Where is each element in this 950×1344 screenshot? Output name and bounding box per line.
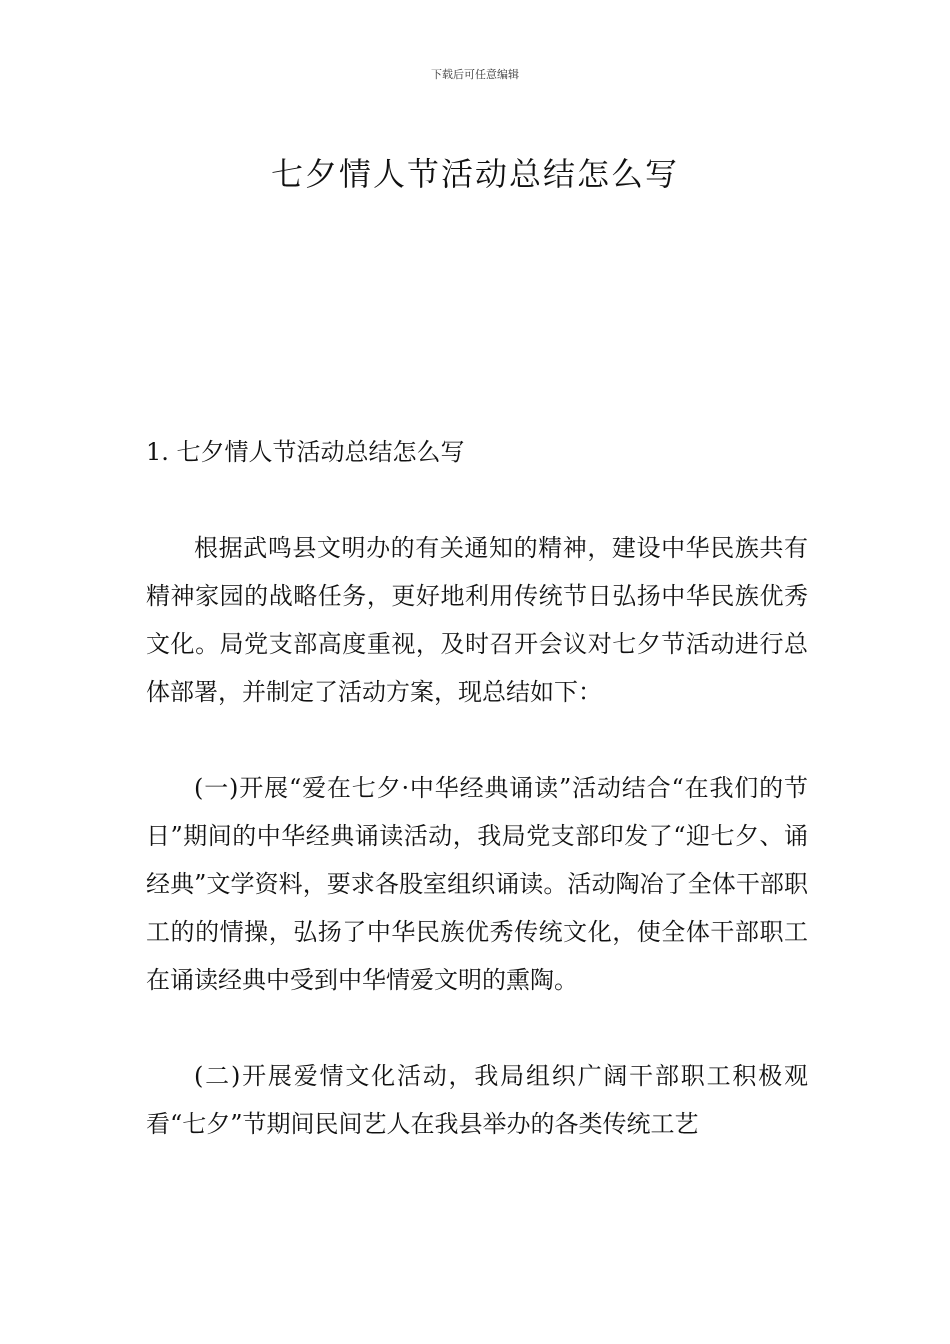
section-heading: 1. 七夕情人节活动总结怎么写 bbox=[146, 438, 465, 466]
page-header-note: 下载后可任意编辑 bbox=[431, 68, 519, 81]
document-body bbox=[146, 428, 808, 1196]
paragraph-item-1: (一)开展“爱在七夕·中华经典诵读”活动结合“在我们的节日”期间的中华经典诵读活动，我局党支部印发了“迎七夕、诵经典”文学资料，要求各股室组织诵读。活动陶冶了全体干部职工的的情操，弘扬了中华民族优秀传统文化，使全体干部职工在诵读经典中受到中华情爱文明的熏陶。 bbox=[146, 774, 808, 994]
paragraph-intro: 根据武鸣县文明办的有关通知的精神，建设中华民族共有精神家园的战略任务，更好地利用传统节日弘扬中华民族优秀文化。局党支部高度重视，及时召开会议对七夕节活动进行总体部署，并制定了活动方案，现总结如下： bbox=[146, 534, 808, 706]
paragraph-item-2: (二)开展爱情文化活动，我局组织广阔干部职工积极观看“七夕”节期间民间艺人在我县举办的各类传统工艺 bbox=[146, 1062, 808, 1138]
document-title: 七夕情人节活动总结怎么写 bbox=[270, 155, 679, 194]
